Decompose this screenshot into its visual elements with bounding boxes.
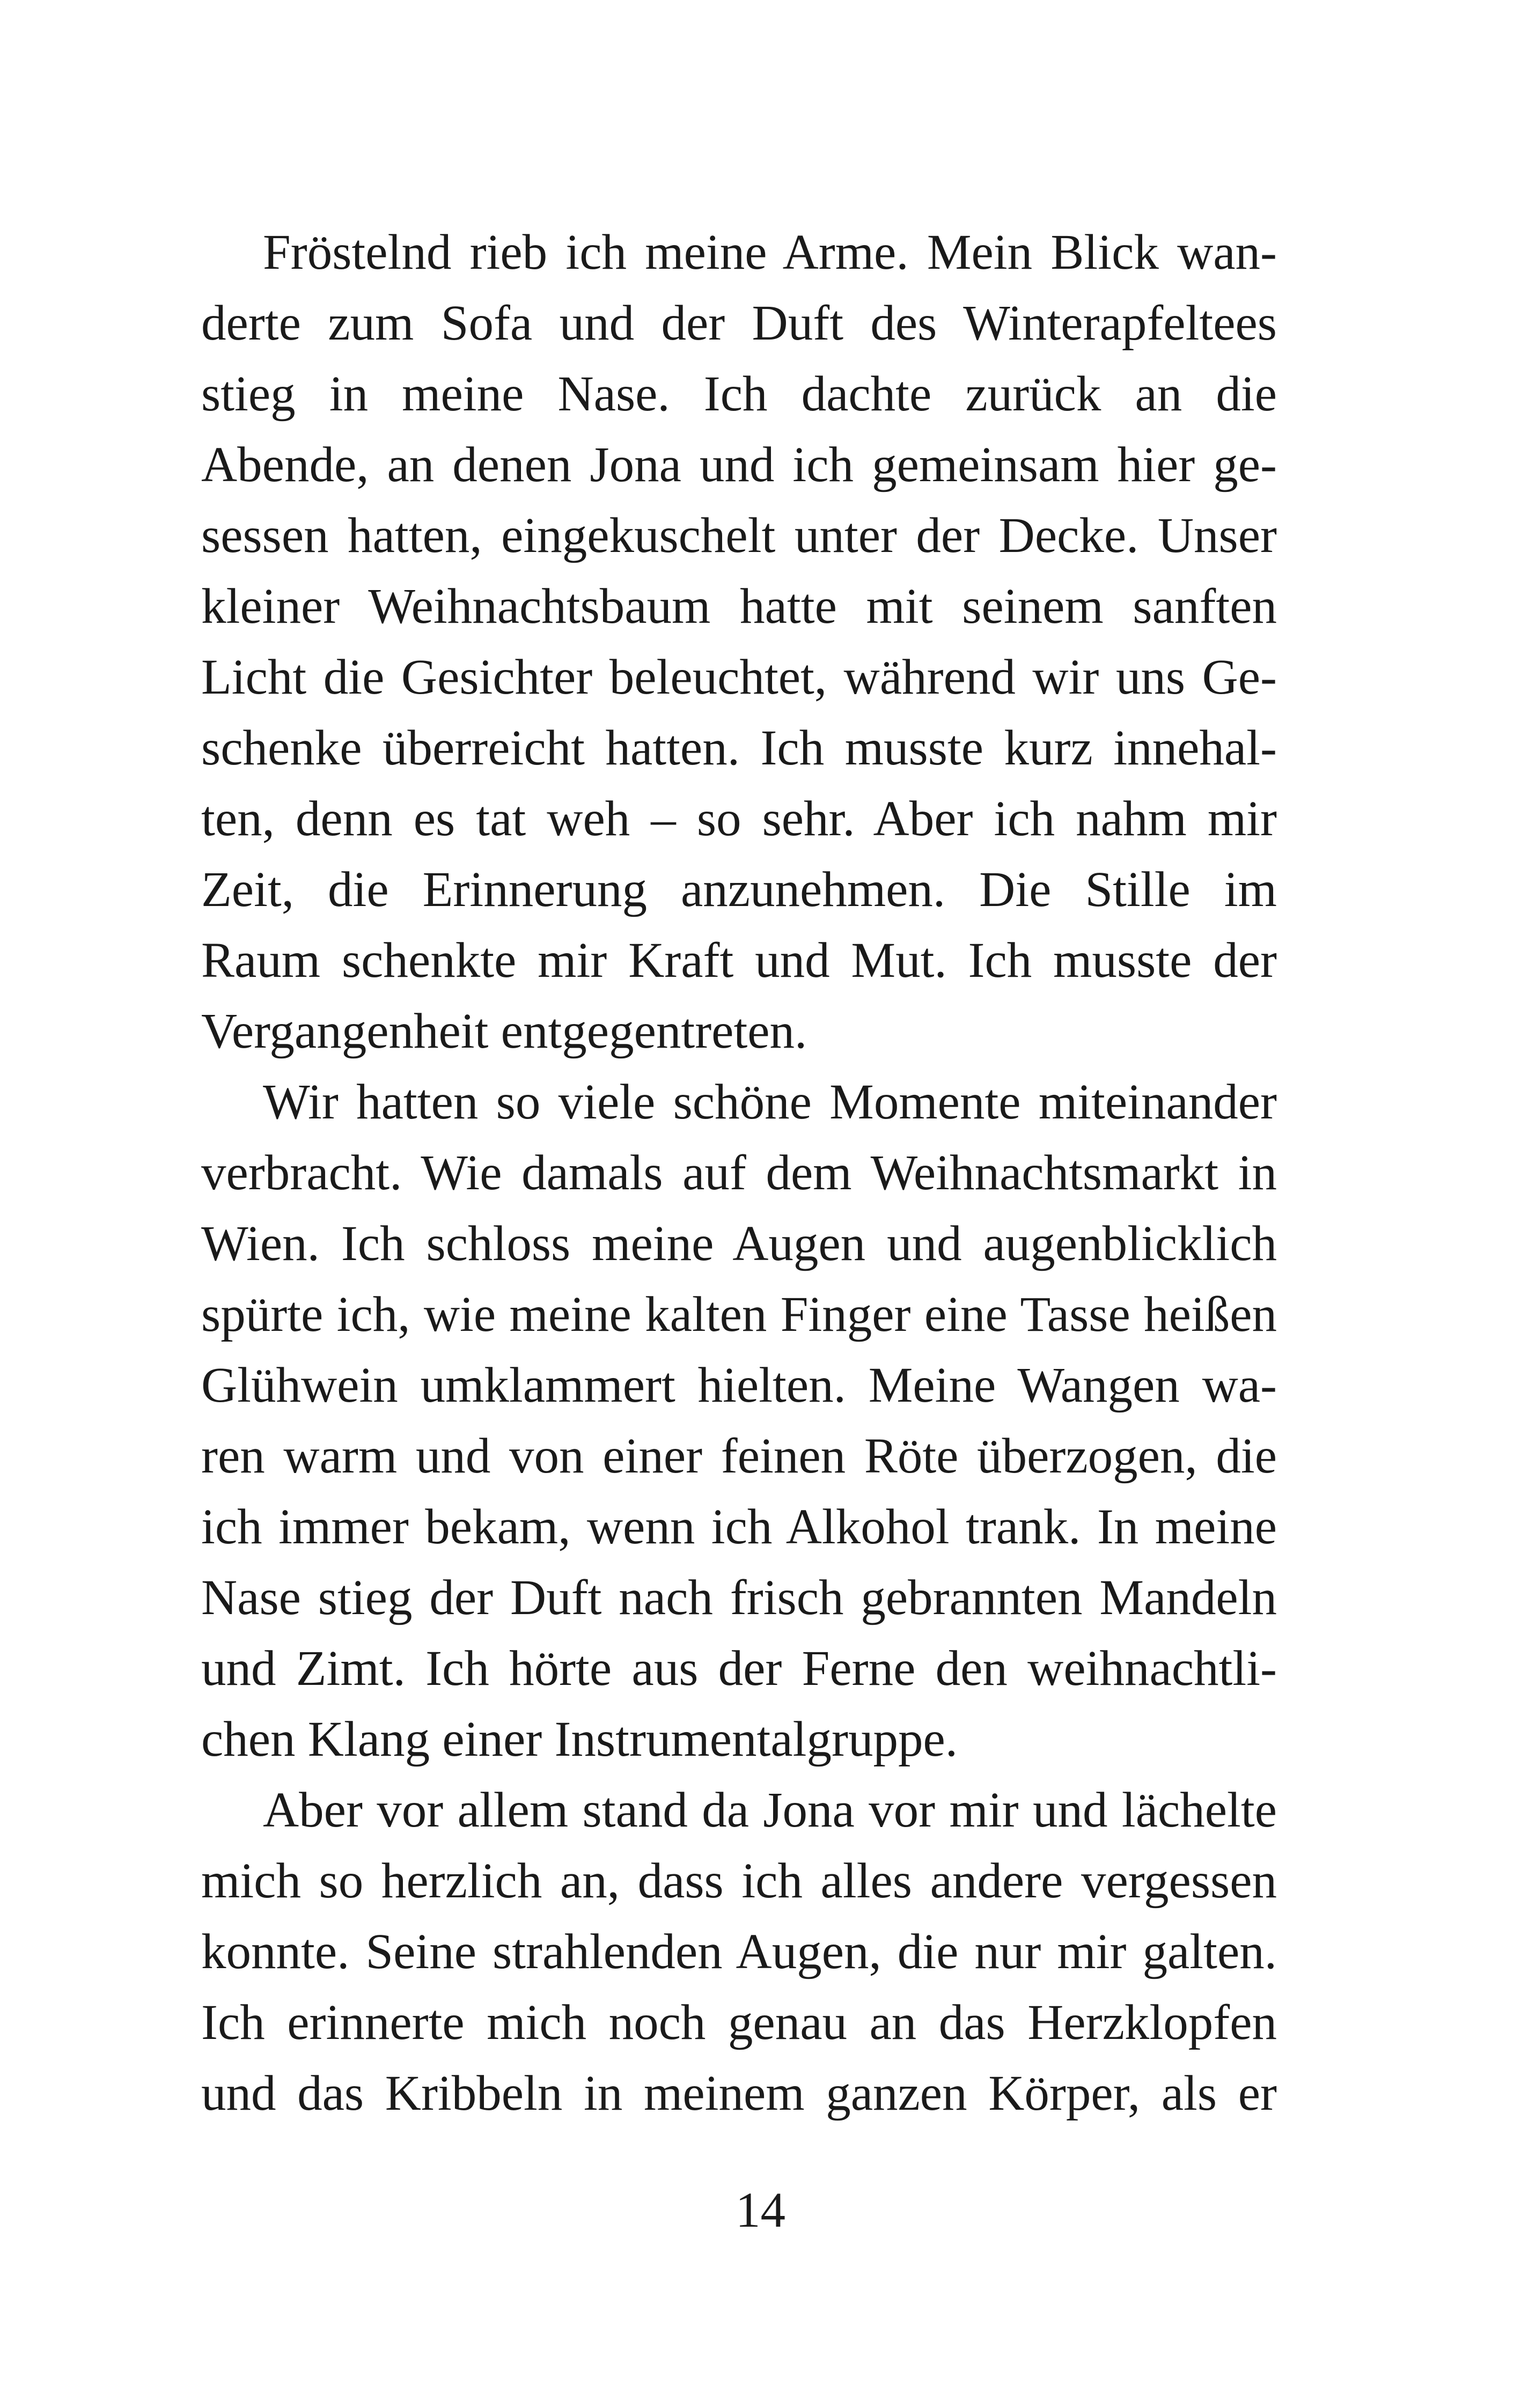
text-line: Aber vor allem stand da Jona vor mir und lächelte [263,1783,1277,1838]
page-number: 14 [736,2183,785,2238]
text-line: sessen hatten, eingekuschelt unter der Decke. Unser [201,508,1277,563]
text-line: Zeit, die Erinnerung anzunehmen. Die Stille im [201,862,1277,917]
text-line: Glühwein umklammert hielten. Meine Wangen wa- [201,1358,1277,1413]
text-line: Wien. Ich schloss meine Augen und augenblicklich [201,1216,1277,1271]
text-line: konnte. Seine strahlenden Augen, die nur mir galten. [201,1924,1277,1979]
text-line: Wir hatten so viele schöne Momente miteinander [263,1074,1277,1130]
text-line: derte zum Sofa und der Duft des Winterapfeltees [201,296,1277,351]
text-line: chen Klang einer Instrumentalgruppe. [201,1712,958,1767]
text-line: kleiner Weihnachtsbaum hatte mit seinem sanften [201,579,1277,634]
text-line: schenke überreicht hatten. Ich musste kurz innehal- [201,720,1277,776]
text-line: verbracht. Wie damals auf dem Weihnachtsmarkt in [201,1145,1277,1201]
text-line: Nase stieg der Duft nach frisch gebrannten Mandeln [201,1570,1277,1625]
text-line: Ich erinnerte mich noch genau an das Herzklopfen [201,1995,1277,2050]
text-line: Raum schenkte mir Kraft und Mut. Ich musste der [201,933,1277,988]
text-line: spürte ich, wie meine kalten Finger eine Tasse heißen [201,1287,1277,1342]
text-line: ten, denn es tat weh – so sehr. Aber ich nahm mir [201,791,1277,846]
body-text [201,217,1277,2129]
text-line: stieg in meine Nase. Ich dachte zurück an die [201,366,1277,422]
text-line: ren warm und von einer feinen Röte überzogen, die [201,1428,1277,1484]
text-line: ich immer bekam, wenn ich Alkohol trank. In meine [201,1499,1277,1555]
text-line: und Zimt. Ich hörte aus der Ferne den weihnachtli- [201,1641,1277,1696]
text-line: Vergangenheit entgegentreten. [201,1004,807,1059]
text-line: und das Kribbeln in meinem ganzen Körper, als er [201,2066,1277,2121]
text-line: mich so herzlich an, dass ich alles andere vergessen [201,1853,1277,1909]
text-line: Abende, an denen Jona und ich gemeinsam hier ge- [201,437,1277,492]
text-line: Licht die Gesichter beleuchtet, während wir uns Ge- [201,650,1277,705]
text-line: Fröstelnd rieb ich meine Arme. Mein Blick wan- [263,225,1277,280]
